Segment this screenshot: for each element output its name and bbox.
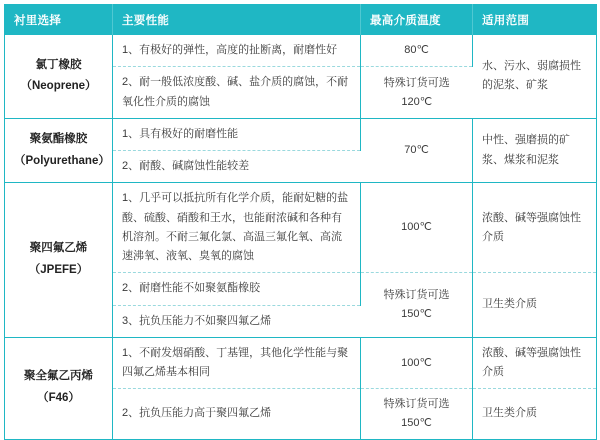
temperature-cell: [361, 389, 473, 439]
performance-cell: 1、几乎可以抵抗所有化学介质，能耐妃糖的盐酸、硫酸、硝酸和王水，也能耐浓碱和各种有机溶剂。不耐三氟化氯、高温三氟化氧、高流速沸氧、液氧、臭氧的腐蚀: [113, 183, 361, 273]
temperature-cell: 100℃: [361, 337, 473, 389]
performance-cell: 2、抗负压能力高于聚四氟乙烯: [113, 389, 361, 439]
performance-cell: 1、具有极好的耐磨性能: [113, 118, 361, 150]
lining-name-sub: （F46）: [37, 392, 80, 405]
lining-selection-table: [4, 4, 597, 440]
header-cell-lining: 衬里选择: [5, 5, 113, 36]
temperature-note: 特殊订货可选: [383, 289, 450, 302]
lining-name-sub: （Neoprene）: [20, 80, 97, 93]
performance-cell: 2、耐磨性能不如聚氨酯橡胶: [113, 273, 361, 305]
temperature-note: 特殊订货可选: [383, 76, 450, 89]
table-header: [5, 5, 597, 36]
lining-name-main: 聚氨酯橡胶: [29, 132, 88, 145]
lining-name-cell: [5, 337, 113, 439]
lining-name-cell: [5, 118, 113, 183]
header-cell-application-range: 适用范围: [473, 5, 597, 36]
lining-name-main: 聚全氟乙丙烯: [24, 370, 93, 383]
header-row: [5, 5, 597, 36]
table-row: [5, 183, 597, 273]
application-range-cell: 卫生类介质: [482, 407, 537, 420]
temperature-cell: 80℃: [361, 35, 473, 67]
temperature-value: 150℃: [401, 308, 432, 320]
temperature-value: 120℃: [401, 95, 433, 108]
table-row: [5, 35, 597, 67]
table-row: [5, 337, 597, 389]
performance-cell: 2、耐一般低浓度酸、碱、盐介质的腐蚀，不耐氧化性介质的腐蚀: [113, 67, 361, 119]
performance-cell: 2、耐酸、碱腐蚀性能较差: [113, 151, 361, 183]
header-cell-performance: 主要性能: [113, 5, 361, 36]
lining-name-main: 聚四氟乙烯: [29, 242, 88, 255]
performance-cell: 1、有极好的弹性，高度的扯断离，耐磨性好: [113, 35, 361, 67]
application-range-cell: 中性、强磨损的矿浆、煤浆和泥浆: [473, 118, 597, 183]
performance-cell: 3、抗负压能力不如聚四氟乙烯: [113, 305, 361, 337]
temperature-cell: [361, 273, 473, 338]
application-range-cell: 浓酸、碱等强腐蚀性介质: [473, 183, 597, 273]
application-range-cell: 浓酸、碱等强腐蚀性介质: [473, 337, 597, 389]
lining-name-main: 氯丁橡胶: [35, 58, 82, 71]
lining-name-sub: （JPEFE）: [28, 264, 89, 276]
application-range-cell: 水、污水、弱腐损性的泥浆、矿浆: [473, 35, 597, 118]
header-cell-max-temperature: 最高介质温度: [361, 5, 473, 36]
temperature-note: 特殊订货可选: [383, 398, 450, 411]
lining-name-cell: [5, 35, 113, 118]
lining-name-cell: [5, 183, 113, 338]
performance-cell: 1、不耐发烟硝酸、丁基锂，其他化学性能与聚四氟乙烯基本相同: [113, 337, 361, 389]
temperature-cell: [361, 67, 473, 119]
temperature-cell: 70℃: [361, 118, 473, 183]
table-body: [5, 35, 597, 439]
table-row: [5, 118, 597, 150]
lining-name-sub: （Polyurethane）: [14, 154, 110, 167]
temperature-value: 150℃: [401, 416, 432, 429]
application-range-cell: 卫生类介质: [473, 273, 597, 338]
temperature-cell: 100℃: [361, 183, 473, 273]
